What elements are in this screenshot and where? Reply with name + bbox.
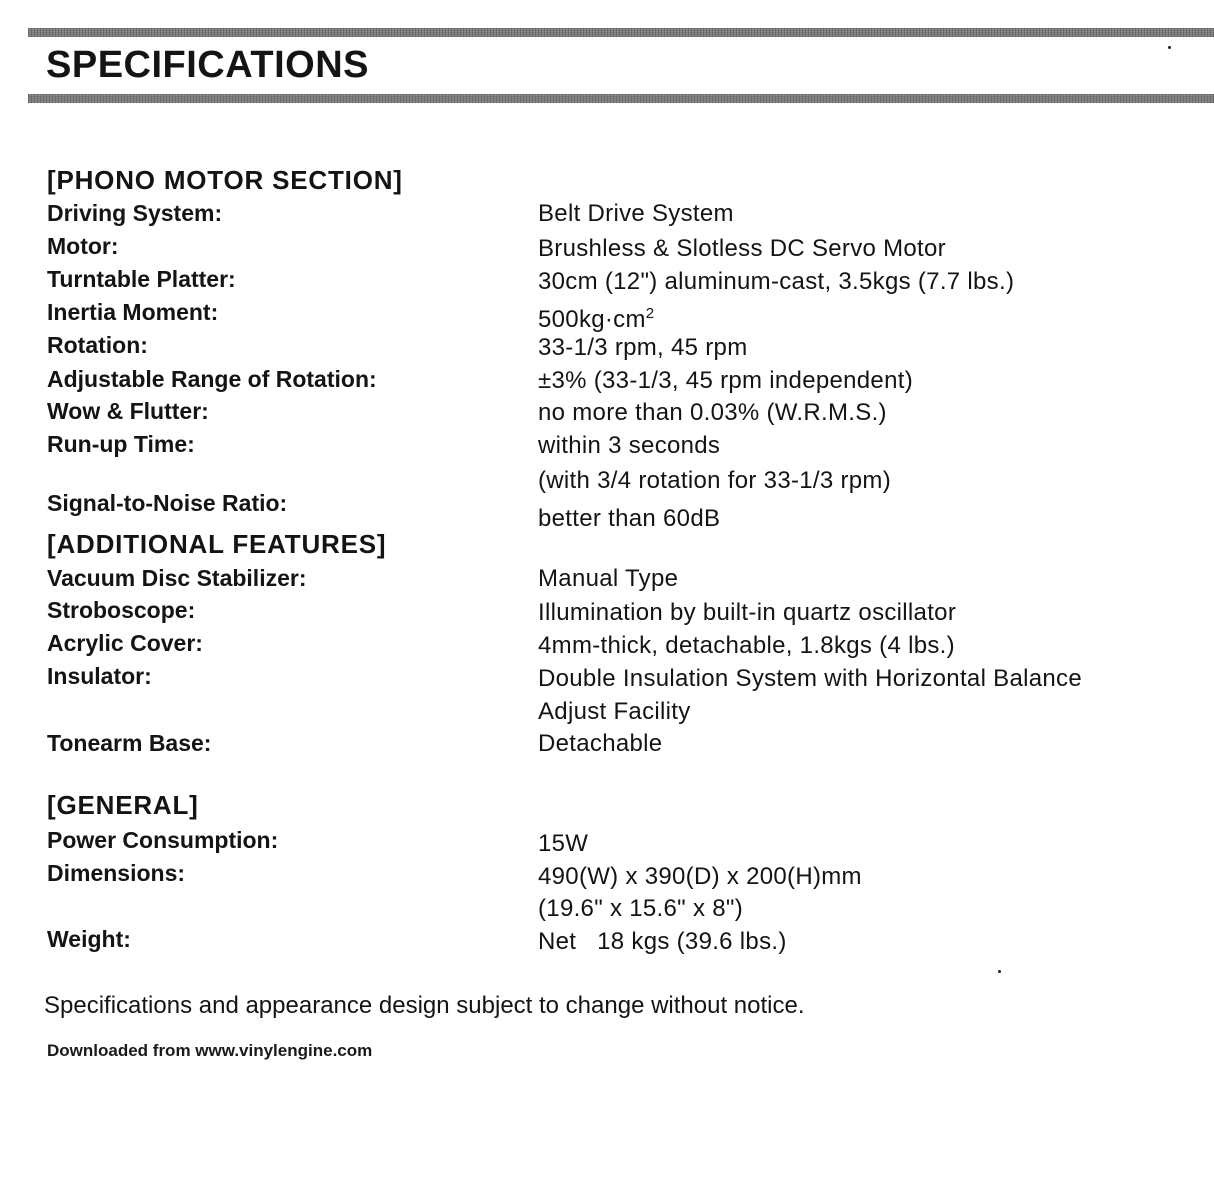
spec-value-adjustable-range: ±3% (33-1/3, 45 rpm independent)	[538, 367, 913, 394]
spec-value-vacuum-disc-stabilizer: Manual Type	[538, 565, 679, 592]
spec-label-stroboscope: Stroboscope:	[47, 597, 196, 623]
spec-value-inertia-moment	[538, 300, 654, 334]
disclaimer-note: Specifications and appearance design subject to change without notice.	[44, 992, 805, 1019]
spec-label-rotation: Rotation:	[47, 332, 148, 358]
spec-label-signal-to-noise: Signal-to-Noise Ratio:	[47, 490, 288, 516]
section-heading-general: [GENERAL]	[47, 790, 199, 820]
print-speck	[998, 970, 1001, 973]
spec-label-power-consumption: Power Consumption:	[47, 827, 279, 853]
spec-value-wow-flutter: no more than 0.03% (W.R.M.S.)	[538, 399, 887, 426]
spec-value-insulator-continued: Adjust Facility	[538, 698, 691, 725]
spec-value-insulator: Double Insulation System with Horizontal Balance	[538, 665, 1083, 692]
spec-value-motor: Brushless & Slotless DC Servo Motor	[538, 235, 946, 262]
spec-label-turntable-platter: Turntable Platter:	[47, 266, 236, 292]
spec-label-run-up-time: Run-up Time:	[47, 431, 195, 457]
section-heading-phono-motor: [PHONO MOTOR SECTION]	[47, 165, 403, 195]
inertia-value-exponent: 2	[645, 305, 655, 322]
spec-value-tonearm-base: Detachable	[538, 730, 663, 757]
spec-value-signal-to-noise: better than 60dB	[538, 505, 721, 532]
spec-label-vacuum-disc-stabilizer: Vacuum Disc Stabilizer:	[47, 565, 307, 591]
spec-value-weight: Net 18 kgs (39.6 lbs.)	[538, 928, 787, 955]
spec-value-rotation: 33-1/3 rpm, 45 rpm	[538, 334, 748, 361]
page-title: SPECIFICATIONS	[46, 44, 369, 86]
download-source-credit: Downloaded from www.vinylengine.com	[47, 1041, 373, 1060]
spec-label-acrylic-cover: Acrylic Cover:	[47, 630, 203, 656]
top-rule	[28, 28, 1214, 37]
spec-value-turntable-platter: 30cm (12") aluminum-cast, 3.5kgs (7.7 lbs.)	[538, 268, 1015, 295]
spec-label-insulator: Insulator:	[47, 663, 152, 689]
title-underline-rule	[28, 94, 1214, 103]
spec-value-dimensions: 490(W) x 390(D) x 200(H)mm	[538, 863, 862, 890]
spec-label-wow-flutter: Wow & Flutter:	[47, 398, 209, 424]
spec-label-motor: Motor:	[47, 233, 119, 259]
spec-label-tonearm-base: Tonearm Base:	[47, 730, 212, 756]
spec-label-dimensions: Dimensions:	[47, 860, 186, 886]
spec-value-run-up-time-note: (with 3/4 rotation for 33-1/3 rpm)	[538, 467, 892, 494]
spec-value-run-up-time: within 3 seconds	[538, 432, 721, 459]
inertia-value-main: 500kg·cm	[538, 306, 646, 333]
spec-label-adjustable-range: Adjustable Range of Rotation:	[47, 366, 377, 392]
print-speck	[1168, 46, 1171, 49]
spec-label-inertia-moment: Inertia Moment:	[47, 299, 219, 325]
spec-value-stroboscope: Illumination by built-in quartz oscillator	[538, 599, 957, 626]
spec-value-power-consumption: 15W	[538, 830, 589, 857]
spec-value-dimensions-inches: (19.6" x 15.6" x 8")	[538, 895, 743, 922]
spec-label-driving-system: Driving System:	[47, 200, 223, 226]
spec-value-driving-system: Belt Drive System	[538, 200, 734, 227]
section-heading-additional-features: [ADDITIONAL FEATURES]	[47, 529, 387, 559]
spec-value-acrylic-cover: 4mm-thick, detachable, 1.8kgs (4 lbs.)	[538, 632, 955, 659]
spec-label-weight: Weight:	[47, 926, 131, 952]
